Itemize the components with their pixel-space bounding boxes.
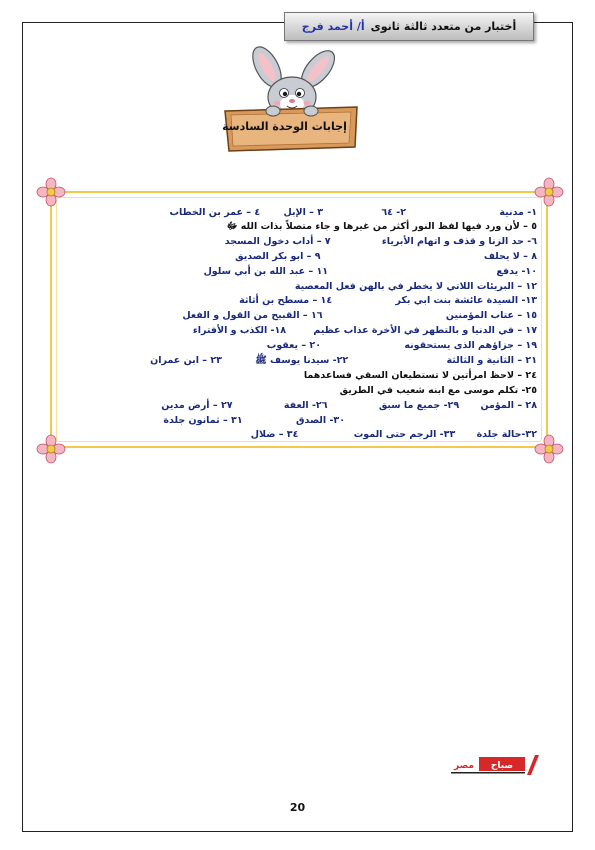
header-banner — [284, 12, 534, 41]
answer-line — [163, 414, 537, 427]
answer-item: ٢٨ – المؤمن — [480, 400, 537, 411]
header-author: أ/ أحمد فرج — [301, 20, 365, 33]
flower-corner-icon — [36, 434, 66, 464]
answer-line — [267, 339, 537, 352]
answer-item: ٢٥- تكلم موسى مع ابنه شعيب في الطريق — [339, 385, 537, 396]
answer-line — [169, 206, 537, 219]
answer-item: ٢٢- سيدنا يوسف ﷺ — [255, 355, 349, 366]
answer-line — [251, 428, 537, 441]
answer-line — [235, 250, 537, 263]
answer-item: ١- مدنية — [499, 207, 537, 218]
answer-line — [340, 384, 537, 397]
answer-item: ٢٣ – ابن عمران — [150, 355, 222, 366]
answer-line — [227, 220, 537, 233]
answer-item: ٣٤ – ضلال — [250, 429, 299, 440]
answer-item: ٦- حد الزنا و قذف و اتهام الأبرياء — [381, 236, 537, 247]
answer-item: ٥ – لأن ورد فيها لفظ النور أكثر من غيرها و جاء متصلاً بذات الله ﷻ — [226, 221, 537, 232]
flower-corner-icon — [36, 177, 66, 207]
logo-part1: صباح — [490, 761, 514, 771]
answer-item: ٣٣- الرجم حتى الموت — [353, 429, 456, 440]
flower-corner-icon — [534, 434, 564, 464]
answer-item: ٢٠ – يعقوب — [266, 340, 322, 351]
answer-item: ٤ – عمر بن الخطاب — [169, 207, 261, 218]
answer-item: ٣٢-حالة جلدة — [476, 429, 537, 440]
answer-item: ١٣- السيدة عائشة بنت ابي بكر — [395, 295, 537, 306]
answer-item: ٢١ – الثانية و الثالثة — [446, 355, 537, 366]
answers-title: إجابات الوحدة السادسة — [222, 119, 347, 133]
answer-item: ٢٩- جميع ما سبق — [378, 400, 460, 411]
answer-item: ٣ – الإبل — [283, 207, 324, 218]
answer-item: ١٩ – جزاؤهم الذى يستحقونه — [404, 340, 537, 351]
page-number: 20 — [289, 801, 306, 814]
logo-part2: مصر — [453, 761, 475, 771]
sabah-masr-logo — [451, 754, 539, 776]
answer-item: ١١ – عبد الله بن أبي سلول — [203, 266, 329, 277]
answer-item: ٣١ – ثمانون جلدة — [163, 415, 243, 426]
answer-line — [225, 235, 537, 248]
answer-item: ١٢ – البريئات اللاتي لا يخطر في بالهن فعل المعصية — [294, 281, 537, 292]
answer-item: ١٤ – مسطح بن أثاثة — [239, 295, 333, 306]
answer-line — [182, 309, 537, 322]
answer-item: ٣٠- الصدق — [295, 415, 345, 426]
answer-item: ١٦ – القبيح من القول و الفعل — [182, 310, 323, 321]
answer-item: ٢٧ – أرض مدين — [161, 400, 233, 411]
answer-item: ٨ – لا يحلف — [483, 251, 537, 262]
header-title: أختبار من متعدد ثالثة ثانوى — [370, 20, 517, 33]
answer-item: ١٧ – في الدنيا و بالتطهر في الأخرة عذاب عظيم — [313, 325, 537, 336]
answer-item: ١٨- الكذب و الأفتراء — [192, 325, 287, 336]
rabbit-sign-illustration — [215, 45, 365, 160]
answer-line — [295, 280, 537, 293]
answer-item: ٢- ٦٤ — [381, 207, 407, 218]
answer-item: ٢٤ – لاحظ امرأتين لا تستطيعان السقي فساعدهما — [303, 370, 537, 381]
answer-line — [193, 324, 537, 337]
answer-item: ١٠- يدفع — [496, 266, 537, 277]
answer-line — [150, 354, 537, 367]
flower-corner-icon — [534, 177, 564, 207]
answer-item: ١٥ – عتاب المؤمنين — [445, 310, 537, 321]
answer-item: ٩ – ابو بكر الصديق — [235, 251, 321, 262]
answer-item: ٧ – أداب دخول المسجد — [224, 236, 331, 247]
answer-line — [161, 399, 537, 412]
answer-line — [239, 294, 537, 307]
answer-line — [204, 265, 537, 278]
answer-line — [304, 369, 537, 382]
answer-item: ٢٦- العفة — [283, 400, 328, 411]
